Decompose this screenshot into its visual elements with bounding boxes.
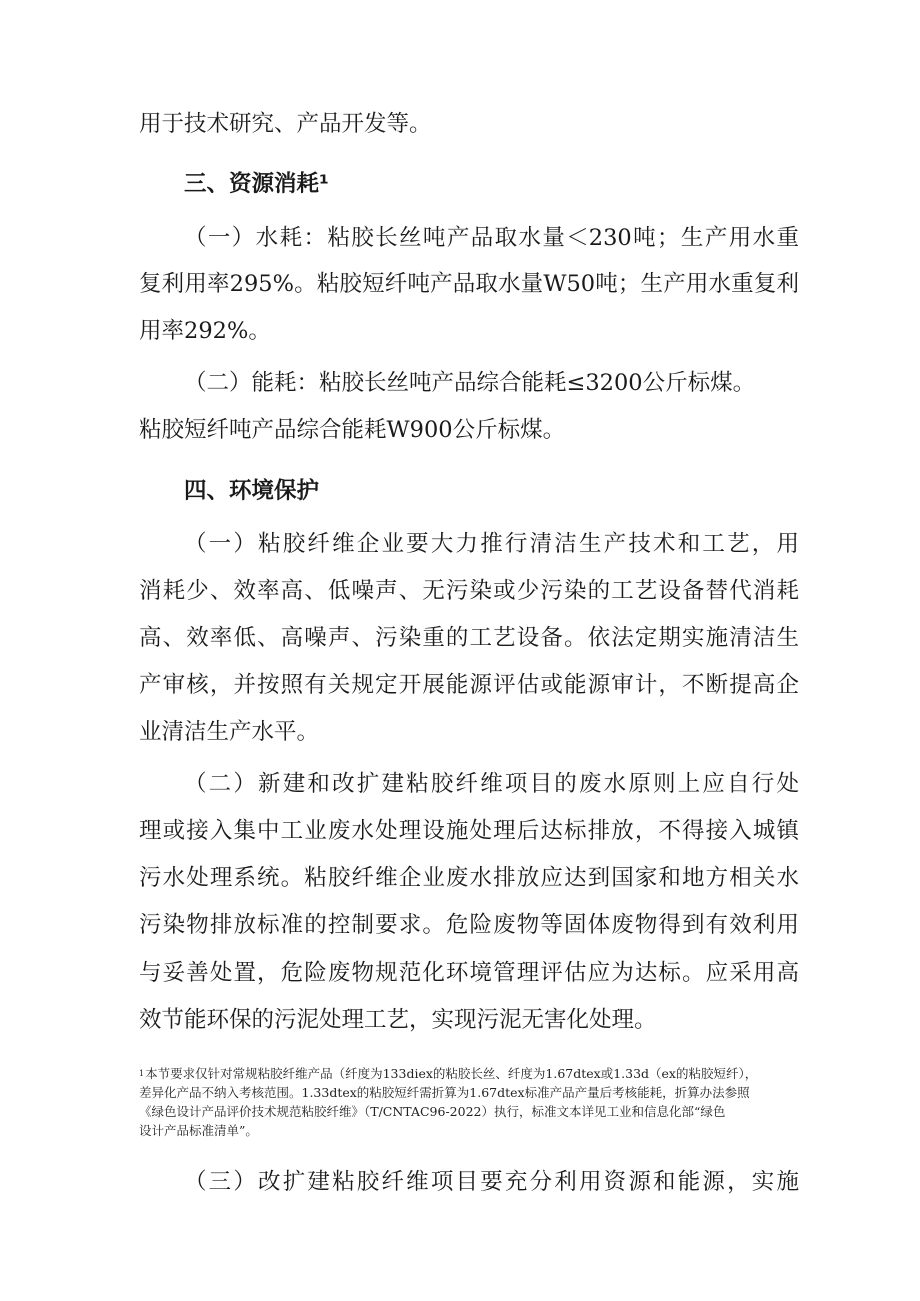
section-heading-environment-protection: 四、环境保护 [184, 478, 320, 504]
paragraph-line: （一）水耗：粘胶长丝吨产品取水量＜230吨；生产用水重 [184, 225, 799, 251]
paragraph-line: 复利用率295%。粘胶短纤吨产品取水量W50吨；生产用水重复利 [139, 271, 799, 297]
paragraph-line: （三）改扩建粘胶纤维项目要充分利用资源和能源，实施 [184, 1169, 799, 1195]
paragraph-line: 与妥善处置，危险废物规范化环境管理评估应为达标。应采用高 [139, 960, 799, 986]
paragraph-line: （一）粘胶纤维企业要大力推行清洁生产技术和工艺，用 [184, 531, 799, 557]
paragraph-line: 理或接入集中工业废水处理设施处理后达标排放，不得接入城镇 [139, 818, 799, 844]
paragraph-line: 粘胶短纤吨产品综合能耗W900公斤标煤。 [139, 417, 566, 443]
footnote-line: 差异化产品不纳入考核范围。1.33dtex的粘胶短纤需折算为1.67dtex标准产品产量后考核能耗，折算办法参照 [139, 1085, 750, 1100]
footnote-line [139, 1065, 789, 1082]
paragraph-line: 用率292%。 [139, 318, 271, 344]
footnote-line: 《绿色设计产品评价技术规范粘胶纤维》（T/CNTAC96-2022）执行，标准文本详见工业和信息化部“绿色 [139, 1104, 726, 1119]
footnote-marker: 1 [139, 1069, 145, 1078]
paragraph-line: 产审核，并按照有关规定开展能源评估或能源审计，不断提高企 [139, 672, 799, 698]
section-heading-resource-consumption: 三、资源消耗¹ [184, 171, 329, 197]
paragraph-line: 用于技术研究、产品开发等。 [139, 111, 432, 137]
footnote-line: 设计产品标准清单”。 [139, 1123, 258, 1138]
paragraph-line: 污染物排放标准的控制要求。危险废物等固体废物得到有效利用 [139, 912, 799, 938]
paragraph-line: （二）能耗：粘胶长丝吨产品综合能耗≤3200公斤标煤。 [184, 370, 756, 396]
paragraph-line: （二）新建和改扩建粘胶纤维项目的废水原则上应自行处 [184, 771, 799, 797]
paragraph-line: 业清洁生产水平。 [139, 719, 320, 745]
paragraph-line: 污水处理系统。粘胶纤维企业废水排放应达到国家和地方相关水 [139, 865, 799, 891]
paragraph-line: 高、效率低、高噪声、污染重的工艺设备。依法定期实施清洁生 [139, 625, 799, 651]
footnote-text: 本节要求仅针对常规粘胶纤维产品（纤度为133diex的粘胶长丝、纤度为1.67dtex或1.33d（ex的粘胶短纤）， [145, 1066, 758, 1081]
paragraph-line: 消耗少、效率高、低噪声、无污染或少污染的工艺设备替代消耗 [139, 578, 799, 604]
paragraph-line: 效节能环保的污泥处理工艺，实现污泥无害化处理。 [139, 1007, 657, 1033]
